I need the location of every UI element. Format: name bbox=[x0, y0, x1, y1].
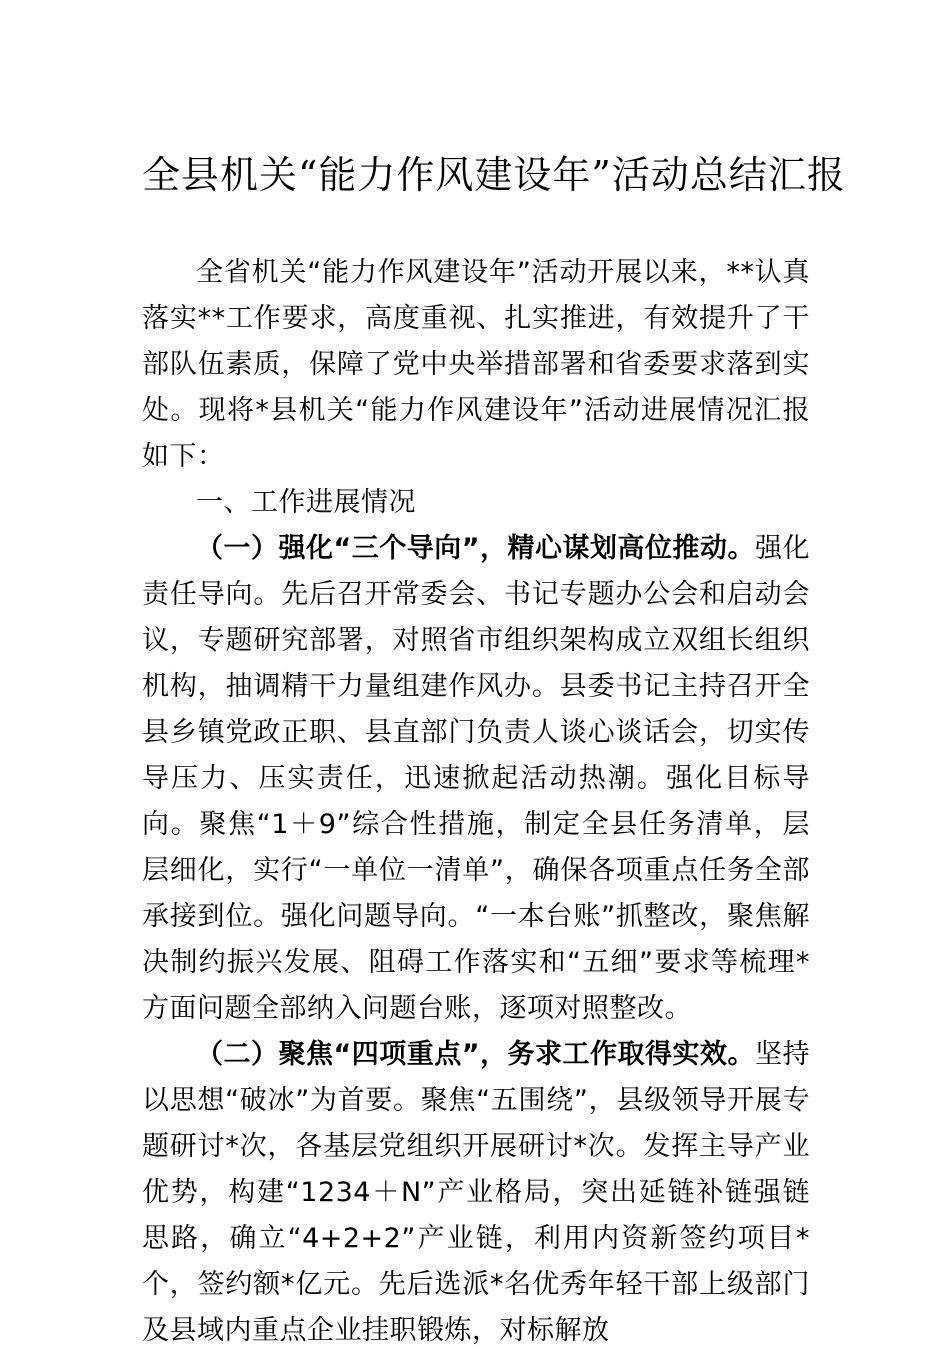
section-1-item-2-paragraph bbox=[142, 1032, 810, 1354]
document-title: 全县机关“能力作风建设年”活动总结汇报 bbox=[142, 153, 846, 197]
item-1-text: 强化责任导向。先后召开常委会、书记专题办公会和启动会议，专题研究部署，对照省市组织架构成立双组长组织机构，抽调精干力量组建作风办。县委书记主持召开全县乡镇党政正职、县直部门负责人谈心谈话会，切实传导压力、压实责任，迅速掀起活动热潮。强化目标导向。聚焦“1＋9”综合性措施，制定全县任务清单，层层细化，实行“一单位一清单”，确保各项重点任务全部承接到位。强化问题导向。“一本台账”抓整改，聚焦解决制约振兴发展、阻碍工作落实和“五细”要求等梳理*方面问题全部纳入问题台账，逐项对照整改。 bbox=[142, 532, 810, 1024]
section-1-heading: 一、工作进展情况 bbox=[196, 486, 416, 518]
document-body bbox=[142, 250, 810, 1354]
section-1-item-1-paragraph bbox=[142, 526, 810, 1032]
intro-paragraph: 全省机关“能力作风建设年”活动开展以来，**认真落实**工作要求，高度重视、扎实推进，有效提升了干部队伍素质，保障了党中央举措部署和省委要求落到实处。现将*县机关“能力作风建设年”活动进展情况汇报如下： bbox=[142, 256, 810, 472]
item-2-lead: （二）聚焦“四项重点”，务求工作取得实效。 bbox=[196, 1038, 755, 1070]
item-2-text: 坚持以思想“破冰”为首要。聚焦“五围绕”，县级领导开展专题研讨*次，各基层党组织开展研讨*次。发挥主导产业优势，构建“1234＋N”产业格局，突出延链补链强链思路，确立“4+2+2”产业链，利用内资新签约项目*个，签约额*亿元。先后选派*名优秀年轻干部上级部门及县域内重点企业挂职锻炼，对标解放 bbox=[142, 1038, 810, 1346]
item-1-lead: （一）强化“三个导向”，精心谋划高位推动。 bbox=[196, 532, 755, 564]
